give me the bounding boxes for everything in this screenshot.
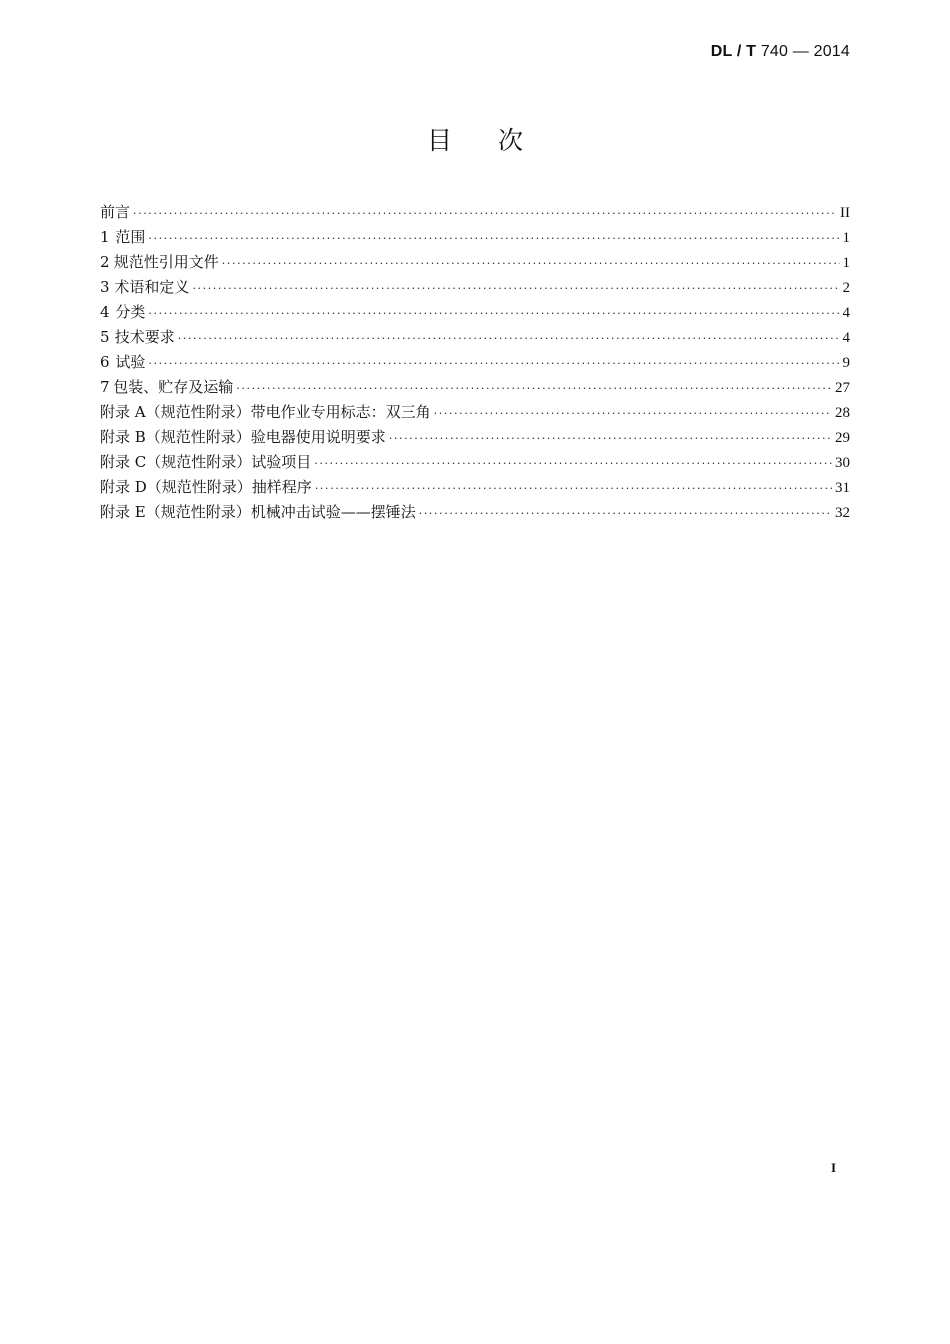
toc-appendix-prefix: 附录 D（规范性附录）	[100, 478, 252, 496]
toc-appendix-prefix: 附录 C（规范性附录）	[100, 453, 252, 471]
toc-entry-page: 1	[842, 255, 850, 271]
toc-entry-appendix-e[interactable]	[100, 500, 850, 525]
toc-entry-number: 2	[100, 253, 110, 271]
toc-entry-label: 术语和定义	[114, 278, 190, 296]
toc-leader-dots	[148, 351, 839, 376]
toc-entry-label: 前言	[100, 203, 131, 221]
toc-entry-appendix-b[interactable]	[100, 425, 850, 450]
toc-entry-number: 3	[100, 278, 110, 296]
toc-entry-label: 试验	[115, 353, 146, 371]
toc-entry-6[interactable]	[100, 350, 850, 375]
toc-entry-label: 规范性引用文件	[113, 253, 219, 271]
toc-entry-label: 机械冲击试验——摆锤法	[250, 503, 416, 521]
toc-entry-label: 范围	[115, 228, 146, 246]
toc-leader-dots	[192, 276, 839, 301]
toc-entry-page: 29	[835, 430, 850, 446]
toc-entry-page: II	[840, 205, 850, 221]
toc-entry-appendix-d[interactable]	[100, 475, 850, 500]
toc-entry-number: 6	[100, 353, 110, 371]
page-title: 目次	[426, 126, 569, 155]
toc-leader-dots	[314, 451, 832, 476]
toc-entry-2[interactable]	[100, 250, 850, 275]
toc-entry-label: 技术要求	[114, 328, 175, 346]
toc-appendix-prefix: 附录 E（规范性附录）	[100, 503, 251, 521]
toc-entry-label: 包装、贮存及运输	[113, 378, 234, 396]
standard-header	[711, 43, 850, 61]
toc-entry-page: 31	[835, 480, 850, 496]
toc-entry-label: 分类	[115, 303, 146, 321]
toc-entry-preface[interactable]	[100, 200, 850, 225]
toc-leader-dots	[389, 426, 832, 451]
toc-entry-4[interactable]	[100, 300, 850, 325]
toc-entry-number: 4	[100, 303, 110, 321]
toc-entry-page: 9	[842, 355, 850, 371]
toc-appendix-prefix: 附录 B（规范性附录）	[100, 428, 251, 446]
table-of-contents	[100, 200, 850, 525]
toc-entry-page: 32	[835, 505, 850, 521]
toc-leader-dots	[315, 476, 832, 501]
toc-entry-page: 27	[835, 380, 850, 396]
toc-leader-dots	[178, 326, 840, 351]
toc-entry-page: 30	[835, 455, 850, 471]
toc-leader-dots	[236, 376, 832, 401]
toc-entry-number: 1	[100, 228, 110, 246]
toc-entry-5[interactable]	[100, 325, 850, 350]
toc-leader-dots	[148, 301, 839, 326]
standard-code: DL / T	[710, 43, 757, 60]
toc-entry-page: 28	[835, 405, 850, 421]
page-number: I	[831, 1160, 837, 1175]
toc-entry-label: 试验项目	[251, 453, 312, 471]
toc-entry-label: 带电作业专用标志：双三角	[250, 403, 431, 421]
toc-entry-label: 验电器使用说明要求	[250, 428, 386, 446]
standard-number: 740 — 2014	[760, 43, 850, 60]
toc-entry-page: 1	[842, 230, 850, 246]
toc-entry-appendix-c[interactable]	[100, 450, 850, 475]
toc-entry-label: 抽样程序	[251, 478, 312, 496]
toc-entry-3[interactable]	[100, 275, 850, 300]
toc-leader-dots	[419, 501, 832, 526]
toc-entry-page: 4	[842, 305, 850, 321]
toc-entry-1[interactable]	[100, 225, 850, 250]
toc-appendix-prefix: 附录 A（规范性附录）	[100, 403, 251, 421]
toc-entry-7[interactable]	[100, 375, 850, 400]
toc-leader-dots	[222, 251, 840, 276]
toc-entry-number: 7	[100, 378, 110, 396]
toc-leader-dots	[148, 226, 839, 251]
toc-leader-dots	[133, 201, 837, 226]
toc-entry-appendix-a[interactable]	[100, 400, 850, 425]
toc-leader-dots	[434, 401, 832, 426]
toc-entry-page: 2	[842, 280, 850, 296]
toc-entry-page: 4	[842, 330, 850, 346]
toc-entry-number: 5	[100, 328, 110, 346]
